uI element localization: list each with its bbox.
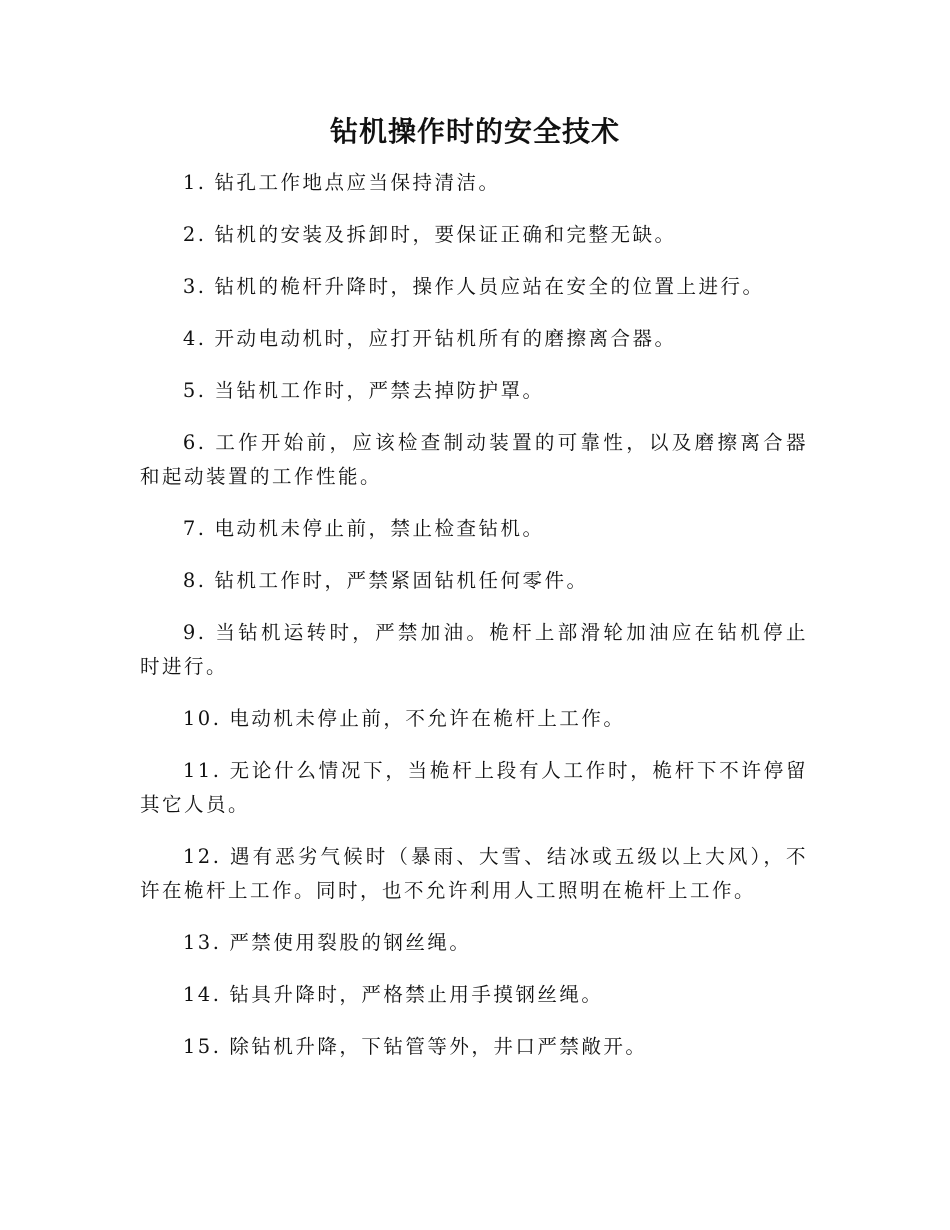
item-text: 开动电动机时，应打开钻机所有的磨擦离合器。 [214, 327, 677, 350]
item-number: 3. [182, 275, 207, 298]
list-item [140, 270, 808, 304]
list-item [140, 1030, 808, 1064]
list-item [140, 218, 808, 252]
list-item [140, 702, 808, 736]
list-item [140, 978, 808, 1012]
item-number: 7. [182, 517, 207, 540]
list-item [140, 374, 808, 408]
item-number: 5. [182, 379, 207, 402]
item-text: 钻机的桅杆升降时，操作人员应站在安全的位置上进行。 [214, 275, 765, 298]
item-number: 1. [182, 171, 207, 194]
item-number: 11. [182, 759, 222, 782]
document-title: 钻机操作时的安全技术 [329, 115, 620, 148]
item-text: 当钻机运转时，严禁加油。桅杆上部滑轮加油应在钻机停止时进行。 [140, 621, 808, 678]
item-number: 10. [182, 707, 222, 730]
item-text: 严禁使用裂股的钢丝绳。 [229, 931, 472, 954]
list-item [140, 754, 808, 822]
item-text: 钻机的安装及拆卸时，要保证正确和完整无缺。 [214, 223, 677, 246]
list-item [140, 616, 808, 684]
item-number: 15. [182, 1035, 222, 1058]
list-item [140, 926, 808, 960]
item-text: 钻具升降时，严格禁止用手摸钢丝绳。 [229, 983, 604, 1006]
item-text: 钻机工作时，严禁紧固钻机任何零件。 [214, 569, 589, 592]
item-text: 电动机未停止前，禁止检查钻机。 [214, 517, 545, 540]
item-text: 工作开始前，应该检查制动装置的可靠性，以及磨擦离合器和起动装置的工作性能。 [140, 431, 808, 488]
list-item [140, 322, 808, 356]
item-number: 12. [182, 845, 222, 868]
item-number: 14. [182, 983, 222, 1006]
safety-rules-list [140, 166, 808, 1082]
list-item [140, 564, 808, 598]
item-number: 6. [182, 431, 207, 454]
item-number: 8. [182, 569, 207, 592]
item-number: 9. [182, 621, 207, 644]
list-item [140, 426, 808, 494]
item-text: 钻孔工作地点应当保持清洁。 [214, 171, 501, 194]
item-text: 电动机未停止前，不允许在桅杆上工作。 [229, 707, 626, 730]
list-item [140, 512, 808, 546]
list-item [140, 840, 808, 908]
item-text: 无论什么情况下，当桅杆上段有人工作时，桅杆下不许停留其它人员。 [140, 759, 808, 816]
item-text: 当钻机工作时，严禁去掉防护罩。 [214, 379, 545, 402]
item-text: 除钻机升降，下钻管等外，井口严禁敞开。 [229, 1035, 648, 1058]
item-number: 4. [182, 327, 207, 350]
item-number: 13. [182, 931, 222, 954]
item-text: 遇有恶劣气候时（暴雨、大雪、结冰或五级以上大风），不许在桅杆上工作。同时，也不允许利用人工照明在桅杆上工作。 [140, 845, 808, 902]
list-item [140, 166, 808, 200]
item-number: 2. [182, 223, 207, 246]
